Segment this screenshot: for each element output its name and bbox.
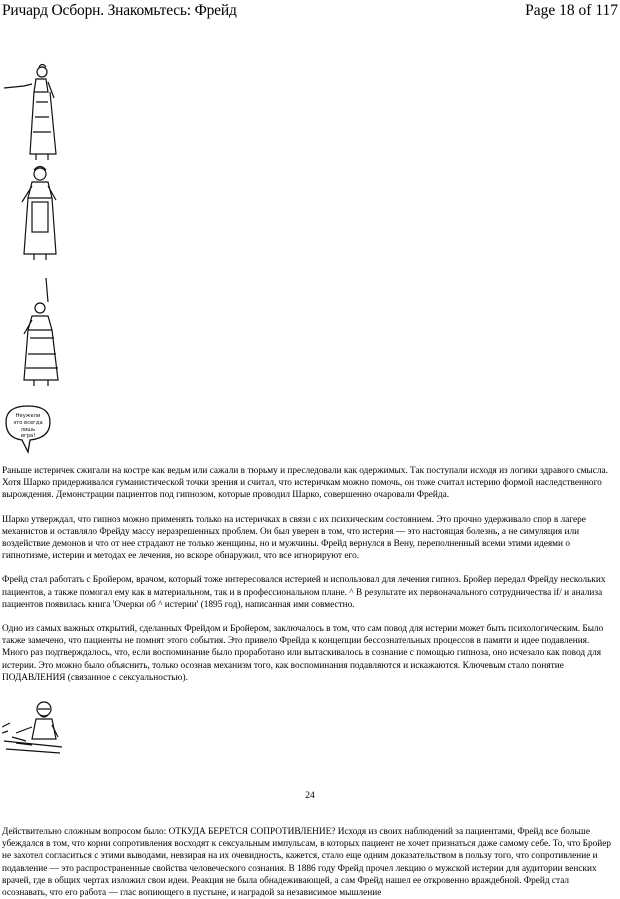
page-indicator: Page 18 of 117 (525, 2, 618, 19)
page-number: 24 (305, 791, 315, 801)
illustration-woman-apron (12, 164, 64, 262)
svg-text:лишь: лишь (20, 427, 36, 433)
bottom-text (2, 826, 616, 899)
main-text (2, 465, 616, 684)
paragraph: Раньше истеричек сжигали на костре как ведьм или сажали в тюрьму и преследовали как одержимых. Так поступали исходя из логики здравого смысла. Хотя Шарко придерживался гуманистической точки зрения и считал, что истеричкам можно помочь, он тоже считал истерию формой наследственного вырождения. Демонстрации пациентов под гипнозом, которые проводил Шарко, совершенно очаровали Фрейда. (2, 466, 608, 501)
paragraph: Фрейд стал работать с Бройером, врачом, который тоже интересовался истерией и использовал для лечения гипноз. Бройер передал Фрейду нескольких пациентов, а также помогал ему как в материальном, так и в профессиональном плане. ^ В результате их первоначального сотрудничества if/ и анализа пациентов появилась книга 'Очерки об ^ истерии' (1895 год), написанная ими совместно. (2, 575, 606, 610)
illustration-speech-bubble (2, 404, 54, 454)
paragraph: Шарко утверждал, что гипноз можно применять только на истеричках в связи с их психическим состоянием. Это прочно удерживало спор в лагере механистов и оставляло Фрейду массу неразрешенных проблем. Он был уверен в том, что истерия — это настоящая болезнь, а не симуляция или воздействие демонов и что от нее страдают не только женщины, но и мужчины. Фрейд вернулся в Вену, переполненный всеми этими идеями о гипнотизме, истерии и методах ее лечения, но вскоре обнаружил, что все игнорируют его. (2, 514, 586, 562)
illustration-woman-pointing (2, 62, 62, 162)
document-title: Ричард Осборн. Знакомьтесь: Фрейд (2, 2, 237, 19)
illustration-woman-raised-arm (18, 276, 68, 386)
paragraph: Одно из самых важных открытий, сделанных Фрейдом и Бройером, заключалось в том, что сам повод для истерии может быть психологическим. Было также замечено, что пациенты не помнят этого события. Это привело Фрейда к концепции бессознательных процессов в памяти и идее подавления. Много раз подтверждалось, что, если воспоминание было проработано или вытаскивалось в сознание с помощью гипноза, оно исчезало как повод для истерии. Это можно было объяснить, только осознав механизм того, как воспоминания подавляются и искажаются. Ключевым стало понятие ПОДАВЛЕНИЯ (связанное с сексуальностью). (2, 624, 604, 683)
svg-text:Неужели: Неужели (15, 413, 41, 419)
illustration-writer-at-desk (2, 697, 64, 755)
paragraph: Действительно сложным вопросом было: ОТКУДА БЕРЕТСЯ СОПРОТИВЛЕНИЕ? Исходя из своих наблюдений за пациентами, Фрейд все больше убеждался в том, что корни сопротивления восходят к сексуальным импульсам, в которых пациент не хочет признаться даже самому себе. То, что Бройер не захотел согласиться с этими выводами, невзирая на их очевидность, кажется, стало еще одним доказательством в пользу того, что сопротивление и подавление — это распространенные свойства человеческого сознания. В 1886 году Фрейд прочел лекцию о мужской истерии для аудитории венских врачей, где в общих чертах изложил свои идеи. Реакция не была обнадеживающей, а сам Фрейд нашел ее откровенно враждебной. Фрейд стал осознавать, что его работа — глас вопиющего в пустыне, и наградой за независимое мышление (2, 827, 612, 899)
svg-text:игра!: игра! (20, 433, 36, 439)
page-header (0, 0, 620, 24)
svg-text:это всегда: это всегда (13, 420, 43, 426)
